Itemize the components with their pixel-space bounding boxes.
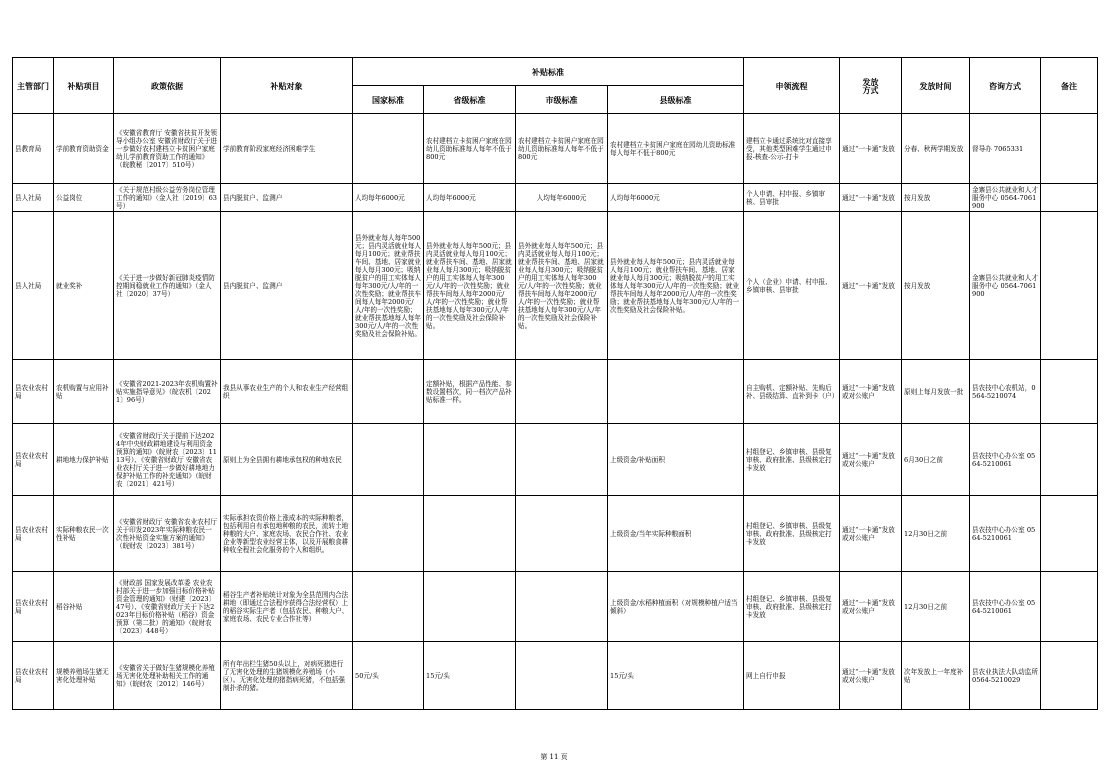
- header-item: 补贴项目: [54, 58, 114, 114]
- cell-county: 上级资金/补贴面积: [608, 424, 744, 496]
- cell-provincial: 县外就业每人每年500元；县内灵活就业每人每月100元；就业帮扶车间、基地、居家就业每人每月300元；吸纳脱贫户的用工实体每人每年300元/人/年的一次性奖励；就业帮扶车间每人每年2000元/人/年的一次性奖励；就业帮扶基地每人每年300元/人/年的一次性奖励及社会保险补贴。: [424, 212, 516, 360]
- cell-note: [1041, 642, 1098, 710]
- cell-target: 县内脱贫户、监测户: [221, 212, 353, 360]
- cell-time: 次年发放上一年度补贴: [902, 642, 970, 710]
- cell-method: 通过“一卡通”发放或对公账户: [840, 642, 902, 710]
- cell-national: [353, 424, 424, 496]
- cell-basis: 《安徽省2021-2023年农机购置补贴实施指导意见》（皖农机〔2021〕96号）: [114, 360, 221, 424]
- cell-item: 实际种粮农民一次性补贴: [54, 496, 114, 572]
- header-contact: 咨询方式: [970, 58, 1041, 114]
- cell-contact: 督导办 7065331: [970, 114, 1041, 184]
- cell-county: 农村建档立卡贫困户家庭在园幼儿资助标准每人每年不低于800元: [608, 114, 744, 184]
- cell-item: 规模养殖场生猪无害化处理补贴: [54, 642, 114, 710]
- cell-item: 农机购置与应用补贴: [54, 360, 114, 424]
- cell-national: [353, 114, 424, 184]
- cell-national: 县外就业每人每年500元；县内灵活就业每人每月100元；就业帮扶车间、基地、居家就业每人每月300元；吸纳脱贫户的用工实体每人每年300元/人/年的一次性奖励；就业帮扶车间每人每年2000元/人/年的一次性奖励；就业帮扶基地每人每年300元/人/年的一次性奖励及社会保险补贴。: [353, 212, 424, 360]
- cell-dept: 县教育局: [13, 114, 54, 184]
- cell-item: 耕地地力保护补贴: [54, 424, 114, 496]
- cell-item: 学前教育资助资金: [54, 114, 114, 184]
- header-county: 县级标准: [608, 86, 744, 114]
- subsidy-table: [12, 57, 1098, 710]
- table-row: [13, 360, 1098, 424]
- cell-contact: 县农技中心农机站，0564-5210074: [970, 360, 1041, 424]
- cell-target: 学前教育阶段家庭经济困难学生: [221, 114, 353, 184]
- cell-contact: 县农业执法大队动监所0564-5210029: [970, 642, 1041, 710]
- cell-note: [1041, 424, 1098, 496]
- cell-basis: 《财政部 国家发展改革委 农业农村部关于进一步加强目标价格补贴资金管理的通知》（财建〔2023〕47号）、《安徽省财政厅关于下达2023年目标价格补贴（稻谷）资金预算（第二批）的通知》（皖财农〔2023〕448号）: [114, 572, 221, 642]
- cell-process: 个人申请、村申报、乡镇审核、县审批: [744, 184, 840, 212]
- table-row: [13, 212, 1098, 360]
- header-municipal: 市级标准: [516, 86, 608, 114]
- cell-municipal: [516, 496, 608, 572]
- cell-target: 所有年出栏生猪50头以上，对病死猪进行了无害化处理的生猪规模化养殖场（小区）。无害化处理的猪指病死猪，不包括强制扑杀的猪。: [221, 642, 353, 710]
- header-method: 发放 方式: [840, 58, 902, 114]
- cell-process: 村组登记、乡镇审核、县级复审核、政府批准、县级核定打卡发放: [744, 572, 840, 642]
- cell-provincial: 15元/头: [424, 642, 516, 710]
- cell-process: 自主购机、定额补贴、先购后补、县级结算、直补到卡（户）: [744, 360, 840, 424]
- cell-municipal: 农村建档立卡贫困户家庭在园幼儿资助标准每人每年不低于800元: [516, 114, 608, 184]
- cell-method: 通过“一卡通”发放或对公账户: [840, 572, 902, 642]
- cell-time: 按月发放: [902, 184, 970, 212]
- cell-contact: 金寨县公共就业和人才服务中心 0564-7061900: [970, 212, 1041, 360]
- cell-municipal: 人均每年6000元: [516, 184, 608, 212]
- cell-national: 50元/头: [353, 642, 424, 710]
- cell-basis: 《关于进一步做好新冠肺炎疫情防控期间稳就业工作的通知》（金人社〔2020〕37号）: [114, 212, 221, 360]
- cell-note: [1041, 496, 1098, 572]
- cell-basis: 《安徽省教育厅 安徽省扶贫开发领导小组办公室 安徽省财政厅关于进一步做好农村建档立卡贫困户家庭幼儿学前教育资助工作的通知》（皖教秘〔2017〕510号）: [114, 114, 221, 184]
- cell-provincial: [424, 496, 516, 572]
- cell-dept: 县人社局: [13, 184, 54, 212]
- cell-contact: 县农技中心办公室 0564-5210061: [970, 572, 1041, 642]
- cell-target: 实际承担农资价格上涨成本的实际种粮者，包括利用自有承包地种粮的农民，流转土地种粮的大户、家庭农场、农民合作社、农业企业等新型农业经营主体，以及开展粮食耕种收全程社会化服务的个人和组织。: [221, 496, 353, 572]
- header-standard: 补贴标准: [353, 58, 744, 86]
- cell-contact: 金寨县公共就业和人才服务中心 0564-7061900: [970, 184, 1041, 212]
- cell-county: 上级资金/水稻种植面积（对规模种植户适当倾斜）: [608, 572, 744, 642]
- header-dept: 主管部门: [13, 58, 54, 114]
- table-row: [13, 572, 1098, 642]
- cell-municipal: 县外就业每人每年500元；县内灵活就业每人每月100元；就业帮扶车间、基地、居家就业每人每月300元；吸纳脱贫户的用工实体每人每年300元/人/年的一次性奖励；就业帮扶车间每人每年2000元/人/年的一次性奖励；就业帮扶基地每人每年300元/人/年的一次性奖励及社会保险补贴。: [516, 212, 608, 360]
- table-row: [13, 184, 1098, 212]
- cell-municipal: [516, 360, 608, 424]
- header-note: 备注: [1041, 58, 1098, 114]
- table-row: [13, 114, 1098, 184]
- cell-time: 按月发放: [902, 212, 970, 360]
- cell-provincial: 定额补贴，根据产品性能、参数设置档次，同一档次产品补贴标准一样。: [424, 360, 516, 424]
- header-time: 发放时间: [902, 58, 970, 114]
- cell-contact: 县农技中心办公室 0564-5210061: [970, 496, 1041, 572]
- cell-dept: 县农业农村局: [13, 572, 54, 642]
- cell-county: 人均每年6000元: [608, 184, 744, 212]
- table-body: [13, 114, 1098, 710]
- cell-time: 原则上每月发放一批: [902, 360, 970, 424]
- cell-note: [1041, 114, 1098, 184]
- cell-method: 通过“一卡通”发放: [840, 212, 902, 360]
- cell-basis: 《安徽省关于做好生猪规模化养殖场无害化处理补助相关工作的通知》（皖财农〔2012〕146号）: [114, 642, 221, 710]
- cell-process: 网上自行申报: [744, 642, 840, 710]
- cell-note: [1041, 572, 1098, 642]
- cell-basis: 《关于规范村级公益劳务岗位管理工作的通知》（金人社〔2019〕63号）: [114, 184, 221, 212]
- cell-national: [353, 360, 424, 424]
- cell-dept: 县农业农村局: [13, 360, 54, 424]
- cell-county: [608, 360, 744, 424]
- cell-note: [1041, 360, 1098, 424]
- cell-national: [353, 496, 424, 572]
- cell-county: 上级资金/当年实际种粮面积: [608, 496, 744, 572]
- cell-note: [1041, 184, 1098, 212]
- cell-method: 通过“一卡通”发放或对公账户: [840, 360, 902, 424]
- cell-dept: 县人社局: [13, 212, 54, 360]
- cell-municipal: [516, 424, 608, 496]
- cell-dept: 县农业农村局: [13, 496, 54, 572]
- cell-dept: 县农业农村局: [13, 424, 54, 496]
- table-row: [13, 642, 1098, 710]
- cell-method: 通过“一卡通”发放或对公账户: [840, 424, 902, 496]
- cell-process: 村组登记、乡镇审核、县级复审核、政府批准、县级核定打卡发放: [744, 496, 840, 572]
- page-number: 第 11 页: [540, 753, 568, 761]
- cell-target: 县内脱贫户、监测户: [221, 184, 353, 212]
- cell-provincial: [424, 572, 516, 642]
- cell-contact: 县农技中心办公室 0564-5210061: [970, 424, 1041, 496]
- cell-national: [353, 572, 424, 642]
- cell-basis: 《安徽省财政厅 安徽省农业农村厅关于印发2023年实际种粮农民一次性补贴资金实施方案的通知》（皖财农〔2023〕381号）: [114, 496, 221, 572]
- cell-national: 人均每年6000元: [353, 184, 424, 212]
- cell-item: 就业奖补: [54, 212, 114, 360]
- cell-provincial: [424, 424, 516, 496]
- header-provincial: 省级标准: [424, 86, 516, 114]
- table-row: [13, 424, 1098, 496]
- cell-process: 建档立卡通过系统比对直接享受，其他类型困难学生通过申报-核查-公示-打卡: [744, 114, 840, 184]
- cell-county: 县外就业每人每年500元；县内灵活就业每人每月100元；就业帮扶车间、基地、居家就业每人每月300元；吸纳脱贫户的用工实体每人每年300元/人/年的一次性奖励；就业帮扶车间每人每年2000元/人/年的一次性奖励；就业帮扶基地每人每年300元/人/年的一次性奖励及社会保险补贴。: [608, 212, 744, 360]
- header-process: 申领流程: [744, 58, 840, 114]
- table-row: [13, 496, 1098, 572]
- cell-municipal: [516, 642, 608, 710]
- cell-time: 分春、秋两学期发放: [902, 114, 970, 184]
- cell-note: [1041, 212, 1098, 360]
- header-target: 补贴对象: [221, 58, 353, 114]
- cell-basis: 《安徽省财政厅关于提前下达2024年中央财政耕地建设与利用资金预算的通知》（皖财农〔2023〕1113号）、《安徽省财政厅 安徽省农业农村厅关于进一步做好耕地地力保护补贴工作的补充通知》（皖财农〔2021〕421号）: [114, 424, 221, 496]
- cell-method: 通过“一卡通”发放: [840, 184, 902, 212]
- cell-provincial: 人均每年6000元: [424, 184, 516, 212]
- header-basis: 政策依据: [114, 58, 221, 114]
- cell-process: 个人（企业）申请、村申报、乡镇审核、县审批: [744, 212, 840, 360]
- cell-county: 15元/头: [608, 642, 744, 710]
- cell-item: 稻谷补贴: [54, 572, 114, 642]
- cell-method: 通过“一卡通”发放或对公账户: [840, 496, 902, 572]
- header-national: 国家标准: [353, 86, 424, 114]
- cell-time: 12月30日之前: [902, 572, 970, 642]
- cell-target: 原则上为全县拥有耕地承包权的种地农民: [221, 424, 353, 496]
- cell-target: 稻谷生产者补贴统计对象为全县范围内合法耕地（即通过合法程序获得合法经营权）上的稻谷实际生产者（包括农民、种粮大户、家庭农场、农民专业合作社等）: [221, 572, 353, 642]
- cell-target: 我县从事农业生产的个人和农业生产经营组织: [221, 360, 353, 424]
- cell-time: 12月30日之前: [902, 496, 970, 572]
- cell-item: 公益岗位: [54, 184, 114, 212]
- cell-municipal: [516, 572, 608, 642]
- cell-time: 6月30日之前: [902, 424, 970, 496]
- cell-method: 通过“一卡通”发放: [840, 114, 902, 184]
- cell-provincial: 农村建档立卡贫困户家庭在园幼儿资助标准每人每年不低于800元: [424, 114, 516, 184]
- cell-dept: 县农业农村局: [13, 642, 54, 710]
- cell-process: 村组登记、乡镇审核、县级复审核、政府批准、县级核定打卡发放: [744, 424, 840, 496]
